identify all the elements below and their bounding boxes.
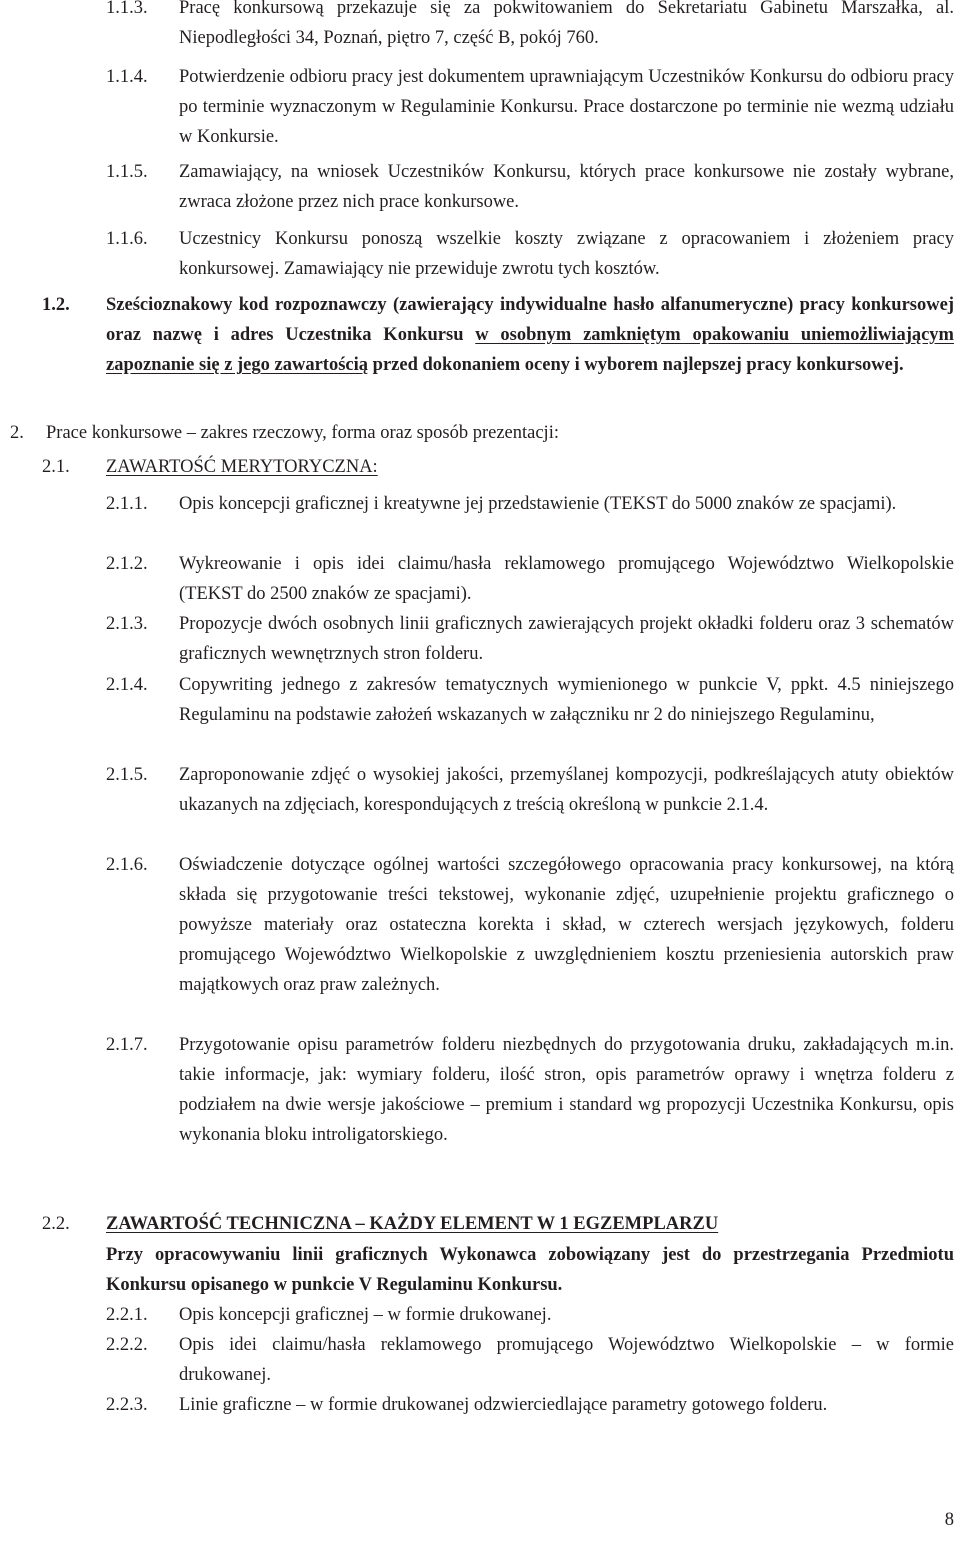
section-text-part-3: przed dokonaniem oceny i wyborem najlepszej pracy konkursowej. xyxy=(368,355,904,375)
item-text: Opis koncepcji graficznej i kreatywne jej przedstawienie (TEKST do 5000 znaków ze spacjami). xyxy=(179,494,897,514)
list-item-1-1-5 xyxy=(106,157,954,217)
list-item-2-2-1 xyxy=(106,1300,954,1330)
item-text: Potwierdzenie odbioru pracy jest dokumentem uprawniającym Uczestników Konkursu do odbioru pracy po terminie wyznaczonym w Regulaminie Konkursu. Prace dostarczone po terminie nie wezmą udziału w Konkursie. xyxy=(179,67,954,147)
item-text: Uczestnicy Konkursu ponoszą wszelkie koszty związane z opracowaniem i złożeniem pracy konkursowej. Zamawiający nie przewiduje zwrotu tych kosztów. xyxy=(179,229,954,279)
page-number: 8 xyxy=(944,1510,954,1530)
item-text: Linie graficzne – w formie drukowanej odzwierciedlające parametry gotowego folderu. xyxy=(179,1395,828,1415)
section-number: 2. xyxy=(10,423,24,443)
item-text: Opis koncepcji graficznej – w formie drukowanej. xyxy=(179,1305,552,1325)
list-item-2-1-4 xyxy=(106,670,954,730)
item-number: 2.1.7. xyxy=(106,1035,148,1055)
section-text-part-1: Sześcioznakowy kod rozpoznawczy (zawierający indywidualne hasło alfanumeryczne) pracy konkursowej oraz nazwę i adres Uczestnika Konkursu xyxy=(106,295,954,345)
section-2 xyxy=(10,418,954,448)
item-text: Propozycje dwóch osobnych linii graficznych zawierających projekt okładki folderu oraz 3 schematów graficznych wewnętrznych stron folderu. xyxy=(179,614,954,664)
item-number: 2.1.5. xyxy=(106,765,148,785)
item-text: Oświadczenie dotyczące ogólnej wartości szczegółowego opracowania pracy konkursowej, na którą składa się przygotowanie treści tekstowej, wykonanie zdjęć, uzupełnienie projektu graficznego o powyższe materiały oraz ostateczna korekta i skład, w czterech wersjach językowych, folderu promującego Województwo Wielkopolskie z uwzględnieniem kosztu przeniesienia autorskich praw majątkowych oraz praw zależnych. xyxy=(179,855,954,995)
item-number: 2.1.1. xyxy=(106,494,148,514)
section-2-2-note: Przy opracowywaniu linii graficznych Wykonawca zobowiązany jest do przestrzegania Przedmiotu Konkursu opisanego w punkcie V Regulaminu Konkursu. xyxy=(106,1245,954,1295)
list-item-2-2-3 xyxy=(106,1390,954,1420)
item-number: 2.2.3. xyxy=(106,1395,148,1415)
list-item-2-1-3 xyxy=(106,609,954,669)
section-text xyxy=(106,290,954,380)
section-text-underlined: w osobnym zamkniętym opakowaniu uniemożliwiającym zapoznanie się z jego zawartością xyxy=(106,325,954,375)
item-number: 2.1.6. xyxy=(106,855,148,875)
section-2-1-heading xyxy=(42,452,954,482)
item-number: 2.1.4. xyxy=(106,675,148,695)
item-text: Copywriting jednego z zakresów tematycznych wymienionego w punkcie V, ppkt. 4.5 niniejszego Regulaminu na podstawie założeń wskazanych w załączniku nr 2 do niniejszego Regulaminu, xyxy=(179,675,954,725)
section-heading: ZAWARTOŚĆ TECHNICZNA – KAŻDY ELEMENT W 1 EGZEMPLARZU xyxy=(106,1214,719,1234)
item-number: 2.2.2. xyxy=(106,1335,148,1355)
section-text: Prace konkursowe – zakres rzeczowy, forma oraz sposób prezentacji: xyxy=(46,423,559,443)
list-item-2-1-7 xyxy=(106,1030,954,1150)
item-number: 1.1.3. xyxy=(106,0,148,18)
section-heading: ZAWARTOŚĆ MERYTORYCZNA: xyxy=(106,457,378,477)
item-number: 2.2.1. xyxy=(106,1305,148,1325)
item-text: Zamawiający, na wniosek Uczestników Konkursu, których prace konkursowe nie zostały wybrane, zwraca złożone przez nich prace konkursowe. xyxy=(179,162,954,212)
list-item-2-1-5 xyxy=(106,760,954,820)
item-text: Opis idei claimu/hasła reklamowego promującego Województwo Wielkopolskie – w formie drukowanej. xyxy=(179,1335,954,1385)
item-text: Wykreowanie i opis idei claimu/hasła reklamowego promującego Województwo Wielkopolskie (TEKST do 2500 znaków ze spacjami). xyxy=(179,554,954,604)
list-item-2-1-1 xyxy=(106,489,954,519)
item-number: 2.1.2. xyxy=(106,554,148,574)
item-text: Pracę konkursową przekazuje się za pokwitowaniem do Sekretariatu Gabinetu Marszałka, al. Niepodległości 34, Poznań, piętro 7, część B, pokój 760. xyxy=(179,0,954,48)
section-1-2 xyxy=(42,290,954,380)
item-text: Przygotowanie opisu parametrów folderu niezbędnych do przygotowania druku, zakładających m.in. takie informacje, jak: wymiary folderu, ilość stron, opis parametrów oprawy i wnętrza folderu z podziałem na dwie wersje jakościowe – premium i standard wg propozycji Uczestnika Konkursu, opis wykonania bloku introligatorskiego. xyxy=(179,1035,954,1145)
item-number: 1.1.6. xyxy=(106,229,148,249)
item-number: 1.1.5. xyxy=(106,162,148,182)
list-item-1-1-3 xyxy=(106,0,954,53)
list-item-2-1-2 xyxy=(106,549,954,609)
section-number: 2.2. xyxy=(42,1214,70,1234)
section-number: 1.2. xyxy=(42,295,70,315)
list-item-1-1-4 xyxy=(106,62,954,152)
list-item-2-2-2 xyxy=(106,1330,954,1390)
list-item-2-1-6 xyxy=(106,850,954,1000)
item-text: Zaproponowanie zdjęć o wysokiej jakości, przemyślanej kompozycji, podkreślających atuty obiektów ukazanych na zdjęciach, korespondujących z treścią określoną w punkcie 2.1.4. xyxy=(179,765,954,815)
item-number: 2.1.3. xyxy=(106,614,148,634)
item-number: 1.1.4. xyxy=(106,67,148,87)
list-item-1-1-6 xyxy=(106,224,954,284)
section-number: 2.1. xyxy=(42,457,70,477)
section-2-2-heading xyxy=(42,1209,954,1239)
